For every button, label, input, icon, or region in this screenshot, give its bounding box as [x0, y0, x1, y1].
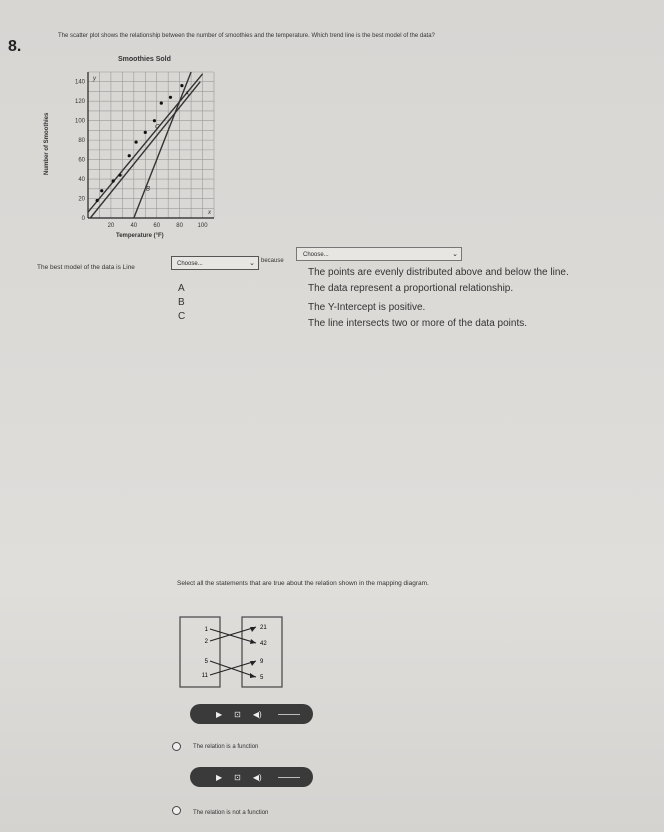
audio-player-2[interactable]	[190, 767, 313, 787]
mapping-diagram	[178, 613, 288, 691]
reason-select-value: Choose...	[303, 252, 329, 258]
data-point	[153, 119, 156, 122]
data-point	[128, 154, 131, 157]
data-point	[112, 179, 115, 182]
line-select-value: Choose...	[177, 261, 203, 267]
line-option-c[interactable]: C	[178, 311, 186, 322]
line-label-a: A	[184, 91, 189, 98]
question-prompt: The scatter plot shows the relationship between the number of smoothies and the temperature. Which trend line is the best model of the data?	[58, 33, 435, 39]
domain-value: 11	[201, 673, 208, 679]
data-point	[160, 102, 163, 105]
x-tick-label: 20	[107, 223, 115, 229]
domain-value: 1	[204, 627, 208, 633]
answer-lead-text: The best model of the data is Line	[37, 264, 135, 271]
reason-option-4[interactable]: The line intersects two or more of the data points.	[308, 318, 527, 329]
range-value: 5	[260, 675, 264, 681]
volume-icon[interactable]: ◀)	[252, 772, 262, 782]
chart-x-label: Temperature (°F)	[116, 233, 164, 239]
play-icon[interactable]: ▶	[216, 709, 223, 719]
range-value: 21	[260, 625, 267, 631]
scatter-plot	[56, 64, 226, 236]
y-tick-label: 140	[74, 79, 85, 86]
audio-player-1[interactable]	[190, 704, 313, 724]
seek-bar[interactable]	[278, 714, 300, 715]
x-tick-label: 100	[197, 223, 208, 229]
domain-value: 5	[204, 659, 208, 665]
line-option-b[interactable]: B	[178, 297, 185, 308]
data-point	[118, 174, 121, 177]
captions-icon[interactable]: ⊡	[234, 709, 241, 719]
y-tick-label: 120	[74, 99, 85, 106]
data-point	[96, 199, 99, 202]
arrowheads	[250, 627, 256, 678]
choice-radio-2[interactable]	[172, 806, 181, 815]
question-number: 8.	[8, 38, 22, 55]
volume-icon[interactable]: ◀)	[252, 709, 262, 719]
range-value: 42	[260, 641, 267, 647]
reason-option-2[interactable]: The data represent a proportional relationship.	[308, 283, 514, 294]
chevron-down-icon: ⌄	[452, 251, 458, 258]
choice-text-1[interactable]: The relation is a function	[193, 744, 259, 750]
line-label-b: B	[145, 186, 150, 193]
x-axis-letter: x	[208, 210, 211, 216]
data-point	[144, 131, 147, 134]
data-point	[169, 96, 172, 99]
y-tick-label: 40	[78, 177, 85, 184]
y-axis-letter: y	[93, 76, 96, 82]
data-point	[180, 84, 183, 87]
x-tick-label: 60	[153, 223, 161, 229]
domain-value: 2	[204, 639, 208, 645]
x-tick-label: 40	[130, 223, 138, 229]
x-tick-label: 80	[176, 223, 183, 229]
line-label-c: C	[155, 124, 160, 131]
chevron-down-icon: ⌄	[249, 260, 255, 267]
seek-bar[interactable]	[278, 777, 300, 778]
domain-box	[180, 617, 220, 687]
reason-select[interactable]	[296, 247, 462, 261]
y-tick-label: 80	[78, 138, 85, 145]
captions-icon[interactable]: ⊡	[234, 772, 241, 782]
mapping-arrows	[210, 627, 256, 677]
play-icon[interactable]: ▶	[216, 772, 223, 782]
origin-label: 0	[81, 216, 85, 222]
data-point	[100, 189, 103, 192]
chart-title: Smoothies Sold	[118, 56, 171, 63]
range-value: 9	[260, 659, 264, 665]
choice-text-2[interactable]: The relation is not a function	[193, 810, 269, 816]
y-tick-label: 100	[74, 118, 85, 125]
chart-y-label: Number of Smoothies	[44, 112, 50, 175]
reason-option-1[interactable]: The points are evenly distributed above and below the line.	[308, 267, 569, 278]
reason-option-3[interactable]: The Y-Intercept is positive.	[308, 302, 426, 313]
line-option-a[interactable]: A	[178, 283, 185, 294]
y-tick-label: 60	[78, 157, 85, 164]
y-tick-label: 20	[78, 196, 85, 203]
trend-line-b	[134, 72, 191, 218]
choice-radio-1[interactable]	[172, 742, 181, 751]
because-text: because	[261, 258, 284, 264]
part2-instruction: Select all the statements that are true about the relation shown in the mapping diagram.	[177, 580, 429, 587]
data-point	[135, 140, 138, 143]
line-select[interactable]	[171, 256, 259, 270]
